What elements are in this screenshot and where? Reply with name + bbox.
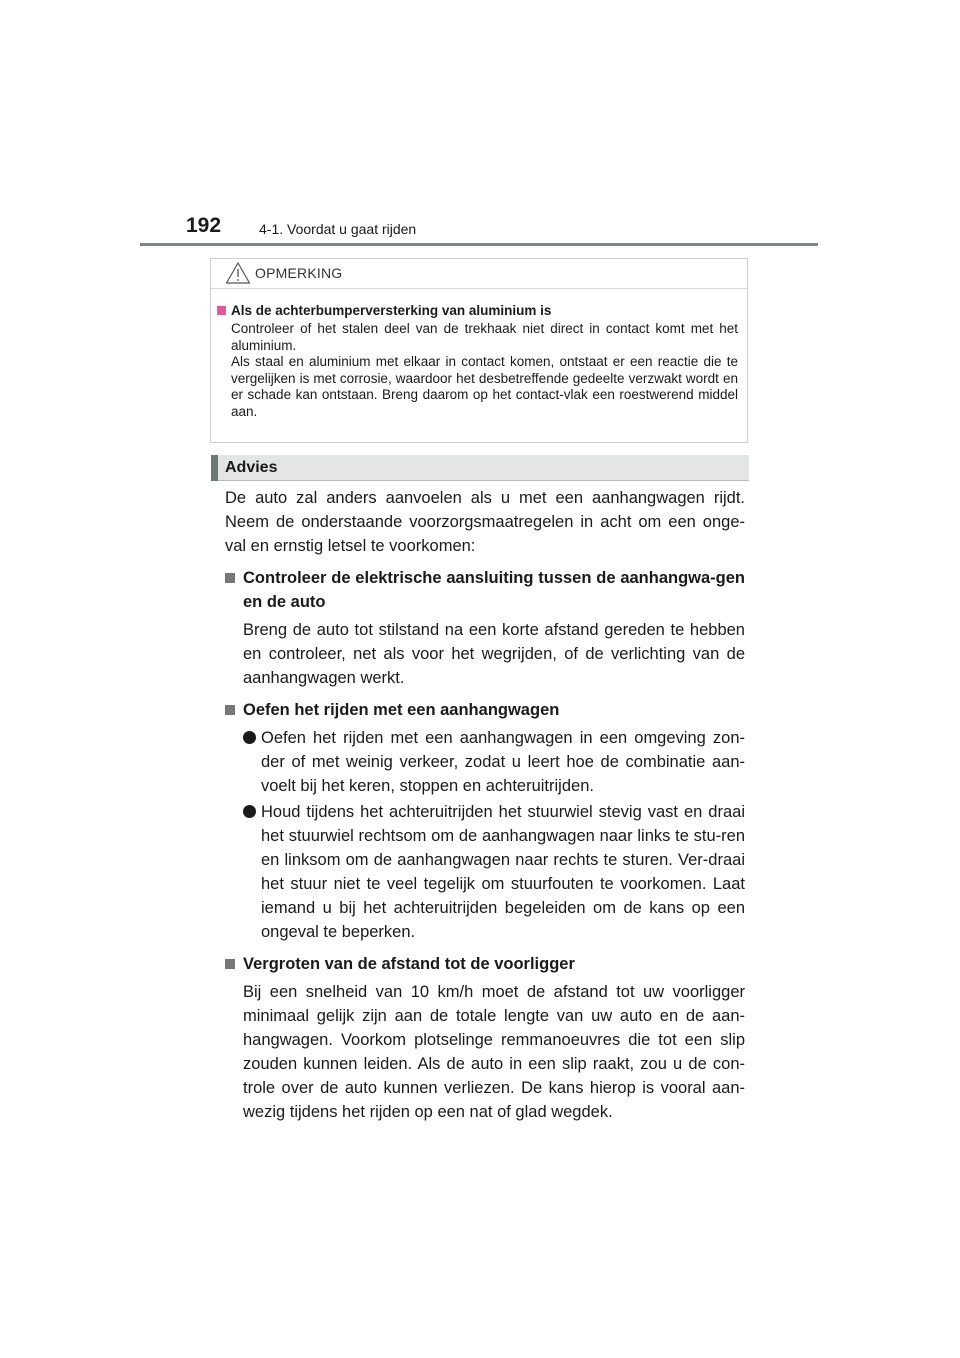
warning-icon: [225, 261, 251, 285]
advice-subitem-text: Oefen het rijden met een aanhangwagen in een omgeving zon-der of met weinig verkeer, zodat u leert hoe de combinatie aan-voelt bij het keren, stoppen en achteruitrijden.: [261, 729, 745, 795]
advice-subitem: [243, 800, 745, 944]
page-number: 192: [186, 214, 222, 237]
advies-content: [225, 486, 745, 1132]
advice-subitem: [243, 726, 745, 798]
notice-text: [231, 321, 738, 420]
advies-accent-bar: [211, 455, 218, 481]
advice-item: [225, 566, 745, 690]
notice-body: [211, 289, 747, 420]
advice-item: [225, 698, 745, 944]
notice-box: [210, 258, 748, 443]
advies-title: Advies: [225, 459, 278, 476]
section-title: 4-1. Voordat u gaat rijden: [259, 221, 417, 237]
notice-header: [211, 259, 747, 289]
advice-item-title: Oefen het rijden met een aanhangwagen: [243, 701, 560, 719]
circle-bullet-icon: [243, 805, 256, 818]
notice-heading-text: Als de achterbumperversterking van aluminium is: [231, 303, 552, 318]
square-bullet-icon: [225, 959, 235, 969]
circle-bullet-icon: [243, 731, 256, 744]
advice-item: [225, 952, 745, 1124]
advice-item-title: Vergroten van de afstand tot de voorligger: [243, 955, 575, 973]
advice-item-text: Bij een snelheid van 10 km/h moet de afstand tot uw voorligger minimaal gelijk zijn aan de totale lengte van uw auto en de aan-hangwagen. Voorkom plotselinge remmanoeuvres die tot een slip zouden kunnen leiden. Als de auto in een slip raakt, zou u de con-trole over de auto kunnen verliezen. De kans hierop is vooral aan-wezig tijdens het rijden op een nat of glad wegdek.: [243, 983, 745, 1121]
notice-paragraph: Als staal en aluminium met elkaar in contact komen, ontstaat er een reactie die te vergelijken is met corrosie, waardoor het desbetreffende gedeelte verzwakt wordt en er schade kan ontstaan. Breng daarom op het contact-vlak een roestwerend middel aan.: [231, 354, 738, 419]
advies-section-header: [211, 455, 749, 481]
advice-item-title: Controleer de elektrische aansluiting tussen de aanhangwa-gen en de auto: [243, 569, 745, 611]
notice-paragraph: Controleer of het stalen deel van de trekhaak niet direct in contact komt met het aluminium.: [231, 321, 738, 353]
page-header: [0, 0, 960, 250]
advice-subitem-text: Houd tijdens het achteruitrijden het stuurwiel stevig vast en draai het stuurwiel rechtsom om de aanhangwagen naar links te stu-ren en linksom om de aanhangwagen naar rechts te sturen. Ver-draai het stuur niet te veel tegelijk om stuurfouten te voorkomen. Laat iemand u bij het achteruitrijden begeleiden om de kans op een ongeval te beperken.: [261, 803, 745, 941]
square-bullet-icon: [225, 705, 235, 715]
square-bullet-icon: [217, 306, 226, 315]
square-bullet-icon: [225, 573, 235, 583]
notice-heading: [217, 302, 738, 319]
advies-intro: De auto zal anders aanvoelen als u met een aanhangwagen rijdt. Neem de onderstaande voorzorgsmaatregelen in acht om een onge-val en ernstig letsel te voorkomen:: [225, 489, 745, 555]
header-divider: [140, 243, 818, 246]
notice-label: OPMERKING: [255, 265, 343, 281]
advice-item-text: Breng de auto tot stilstand na een korte afstand gereden te hebben en controleer, net als voor het wegrijden, of de verlichting van de aanhangwagen werkt.: [243, 621, 745, 687]
